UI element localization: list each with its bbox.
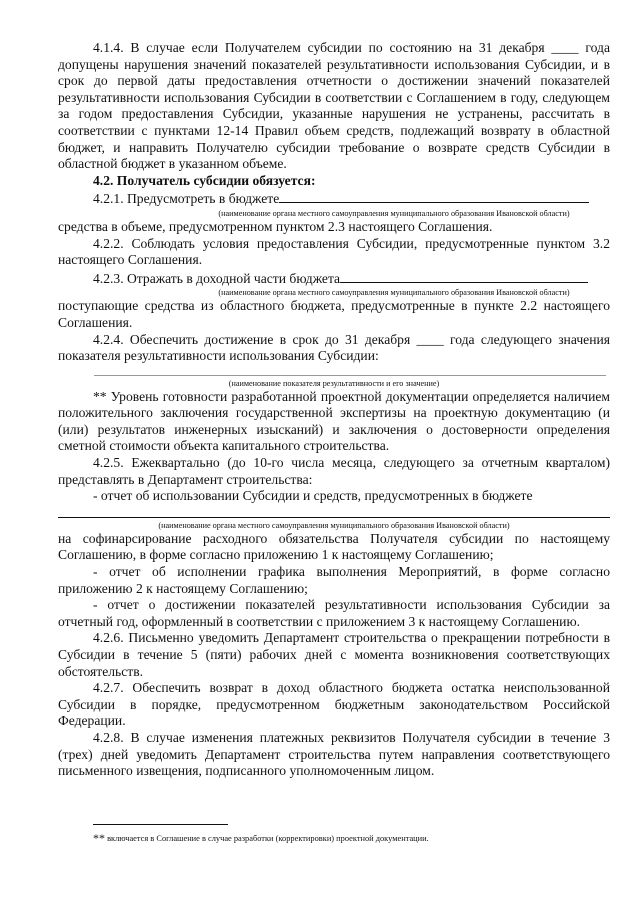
caption-local-authority-2: (наименование органа местного самоуправления муниципального образования Ивановской области) bbox=[218, 288, 570, 298]
paragraph-4-2-1-lead bbox=[58, 189, 610, 208]
paragraph-4-2-3-rest: поступающие средства из областного бюджета, предусмотренные в пункте 2.2 настоящего Соглашения. bbox=[58, 298, 610, 330]
list-item-schedule-report: - отчет об исполнении графика выполнения Мероприятий, в форме согласно приложению 2 к настоящему Соглашению; bbox=[58, 564, 610, 596]
paragraph-4-2-3-lead bbox=[58, 269, 610, 288]
section-heading-4-2: 4.2. Получатель субсидии обязуется: bbox=[93, 172, 316, 188]
footnote-mark: ** bbox=[93, 831, 105, 845]
footnote-separator bbox=[93, 824, 228, 825]
document-body bbox=[58, 40, 610, 780]
caption-indicator: (наименование показателя результативности и его значение) bbox=[228, 378, 440, 388]
list-item-usage-report-rest: на софинарсирование расходного обязательства Получателя субсидии по настоящему Соглашению, в форме согласно приложению 1 к настоящему Соглашению; bbox=[58, 530, 610, 563]
paragraph-4-2-5: 4.2.5. Ежеквартально (до 10-го числа месяца, следующего за отчетным кварталом) представлять в Департамент строительства: bbox=[58, 455, 610, 487]
paragraph-4-2-8: 4.2.8. В случае изменения платежных реквизитов Получателя субсидии в течение 3 (трех) дней уведомить Департамент строительства путем направления соответствующего письменного извещения, подписанного уполномоченным лицом. bbox=[58, 729, 610, 779]
list-item-usage-report: - отчет об использовании Субсидии и средств, предусмотренных в бюджете bbox=[93, 488, 533, 504]
paragraph-4-2-4: 4.2.4. Обеспечить достижение в срок до 31 декабря ____ года следующего значения показателя результативности использования Субсидии: bbox=[58, 331, 610, 364]
paragraph-4-2-1-lead-text: 4.2.1. Предусмотреть в бюджете bbox=[93, 191, 280, 207]
fill-in-blank-revenue bbox=[340, 269, 588, 283]
paragraph-readiness-level: ** Уровень готовности разработанной проектной документации определяется наличием положительного заключения государственной экспертизы на проектную документацию (и (или) результатов инженерных изысканий) и заключения о достоверности определения сметной стоимости объекта капитального строительства. bbox=[58, 388, 610, 454]
fill-in-line-indicator bbox=[94, 365, 606, 376]
paragraph-4-2-2: 4.2.2. Соблюдать условия предоставления Субсидии, предусмотренные пунктом 3.2 настоящего Соглашения. bbox=[58, 235, 610, 268]
fill-in-line-local-authority bbox=[58, 505, 610, 518]
paragraph-4-2-1-rest: средства в объеме, предусмотренном пунктом 2.3 настоящего Соглашения. bbox=[58, 218, 493, 234]
caption-local-authority-3: (наименование органа местного самоуправления муниципального образования Ивановской области) bbox=[158, 520, 510, 530]
paragraph-4-1-4: 4.1.4. В случае если Получателем субсидии по состоянию на 31 декабря ____ года допущены нарушения значений показателей результативности использования Субсидии, и в срок до первой даты предоставления отчетности о достижении значений показателей результативности использования Субсидии в соответствии с Соглашением в году, следующем за годом предоставления Субсидии, указанные нарушения не устранены, рассчитать в соответствии с пунктами 12-14 Правил объем средств, подлежащий возврату в областной бюджет, и направить Получателю субсидии требование о возврате средств Субсидии в областной бюджет в указанном объеме. bbox=[58, 40, 610, 172]
paragraph-4-2-3-lead-text: 4.2.3. Отражать в доходной части бюджета bbox=[93, 270, 341, 286]
caption-local-authority-1: (наименование органа местного самоуправления муниципального образования Ивановской области) bbox=[218, 208, 570, 218]
fill-in-blank-budget bbox=[279, 189, 589, 203]
paragraph-4-2-7: 4.2.7. Обеспечить возврат в доход областного бюджета остатка неиспользованной Субсидии в порядке, предусмотренном бюджетным законодательством Российской Федерации. bbox=[58, 680, 610, 729]
list-item-indicators-report: - отчет о достижении показателей результативности использования Субсидии за отчетный год, оформленный в соответствии с приложением 3 к настоящему Соглашению. bbox=[58, 597, 610, 629]
paragraph-4-2-6: 4.2.6. Письменно уведомить Департамент строительства о прекращении потребности в Субсидии в течение 5 (пяти) рабочих дней с момента возникновения соответствующих обстоятельств. bbox=[58, 630, 610, 679]
footnote bbox=[93, 833, 429, 844]
footnote-text: включается в Соглашение в случае разработки (корректировки) проектной документации. bbox=[105, 834, 429, 843]
